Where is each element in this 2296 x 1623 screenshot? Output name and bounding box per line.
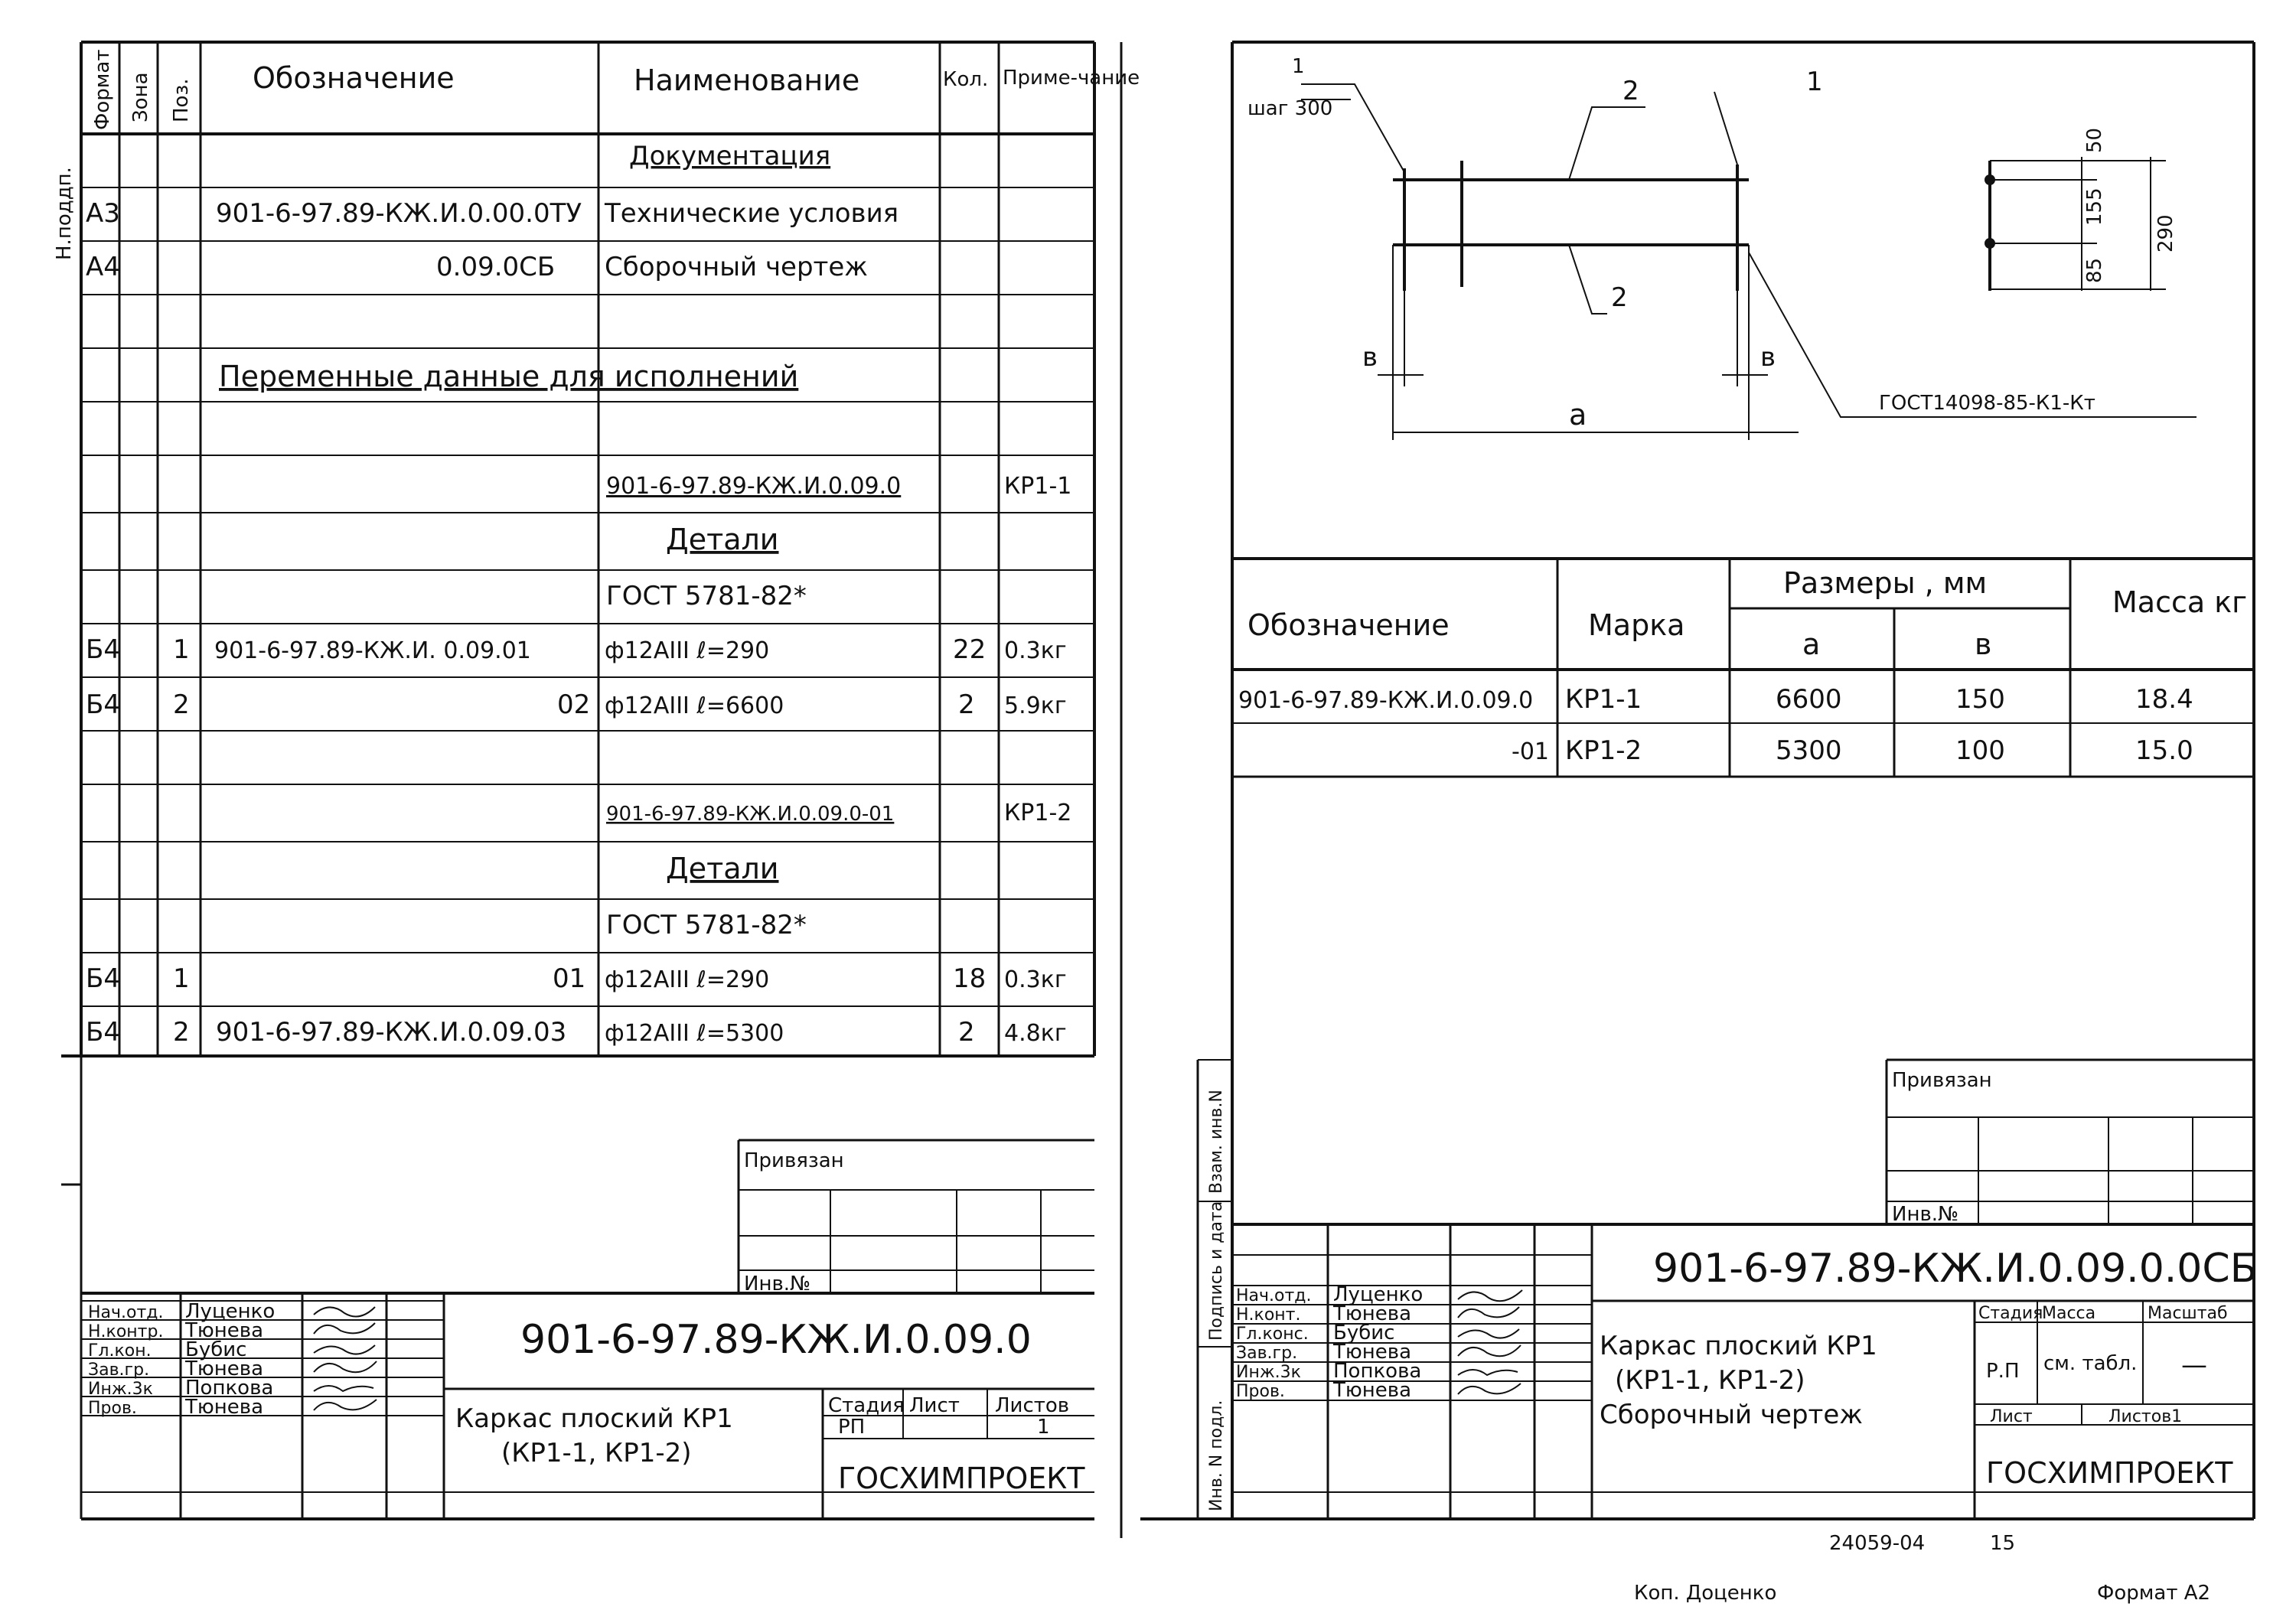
drawing-code: 901-6-97.89-КЖ.И.0.09.0.0СБ: [1653, 1246, 2258, 1292]
signer-role: Зав.гр.: [88, 1361, 150, 1380]
variant-mark-1: КР1-1: [1004, 473, 1072, 500]
signer-role: Инж.3к: [1236, 1363, 1301, 1382]
callout-2-bottom: 2: [1611, 282, 1628, 313]
vt-header-mark: Марка: [1588, 608, 1685, 642]
format-label: Формат А2: [2097, 1582, 2211, 1605]
stage-header: Стадия: [1978, 1304, 2043, 1323]
side-label-inv: Инв. N подл.: [1207, 1400, 1226, 1511]
section-variable-data: Переменные данные для исполнений: [219, 360, 799, 393]
signer-name: Тюнева: [1333, 1341, 1412, 1364]
sheet-header: Лист: [1990, 1407, 2033, 1426]
row-name: ф12АIII ℓ=5300: [605, 1020, 784, 1047]
signer-role: Нач.отд.: [1236, 1286, 1312, 1305]
row-designation: 901-6-97.89-КЖ.И.0.09.03: [216, 1017, 567, 1048]
spec-table-grid: [61, 42, 1094, 1056]
dim-b-right: в: [1760, 342, 1776, 373]
signer-role: Пров.: [88, 1399, 137, 1418]
row-designation: 901-6-97.89-КЖ.И.0.00.0ТУ: [216, 198, 582, 229]
section-details-1: Детали: [666, 523, 779, 556]
signer-role: Пров.: [1236, 1382, 1285, 1401]
dim-a: а: [1569, 398, 1587, 432]
vt-header-b: в: [1975, 627, 1992, 661]
row-format: Б4: [86, 963, 120, 994]
vt-row-mass: 15.0: [2135, 735, 2193, 766]
signer-name: Тюнева: [185, 1396, 264, 1419]
col-header-note: Приме-чание: [1003, 67, 1140, 90]
dim-50: 50: [2083, 127, 2106, 153]
row-pos: 2: [173, 1017, 190, 1048]
variant-designation-1: 901-6-97.89-КЖ.И.0.09.0: [606, 473, 902, 500]
signer-role: Зав.гр.: [1236, 1344, 1298, 1363]
inv-label: Инв.№: [1892, 1203, 1959, 1226]
company-name: ГОСХИМПРОЕКТ: [1986, 1456, 2233, 1490]
stage-header: Стадия: [828, 1394, 905, 1417]
signer-name: Попкова: [1333, 1360, 1422, 1383]
signer-role: Инж.3к: [88, 1380, 153, 1399]
signer-name: Тюнева: [1333, 1302, 1412, 1325]
col-header-format: Формат: [91, 49, 114, 130]
col-header-name: Наименование: [634, 64, 860, 97]
row-note: 4.8кг: [1004, 1020, 1067, 1047]
row-format: А4: [86, 252, 120, 282]
mass-value: см. табл.: [2043, 1352, 2138, 1375]
signer-name: Бубис: [1333, 1322, 1395, 1344]
signer-name: Луценко: [1333, 1283, 1424, 1306]
signer-name: Тюнева: [185, 1357, 264, 1380]
callout-1-right: 1: [1806, 67, 1823, 97]
stage-value: РП: [838, 1416, 866, 1439]
vt-row-designation: -01: [1512, 738, 1549, 765]
drawing-title-line2: (КР1-1, КР1-2): [501, 1438, 692, 1468]
footer: [1634, 1532, 2210, 1605]
signer-role: Гл.конс.: [1236, 1325, 1309, 1344]
stamp-number: 24059-04: [1829, 1532, 1926, 1555]
signer-role: Н.конт.: [1236, 1305, 1301, 1325]
row-name: ф12АIII ℓ=6600: [605, 693, 784, 719]
col-header-designation: Обозначение: [253, 61, 455, 95]
row-gost: ГОСТ 5781-82*: [606, 581, 807, 611]
privyazan-block-right: [1887, 1060, 2254, 1226]
privyazan-label: Привязан: [1892, 1069, 1992, 1092]
vt-header-mass: Масса кг: [2112, 585, 2248, 619]
col-header-pos: Поз.: [170, 78, 193, 122]
row-format: Б4: [86, 1017, 120, 1048]
sheets-header: Листов1: [2108, 1407, 2183, 1426]
title-block-right: [1232, 1224, 2257, 1519]
row-qty: 18: [953, 963, 987, 994]
row-designation: 901-6-97.89-КЖ.И. 0.09.01: [214, 637, 531, 664]
vt-row-a: 5300: [1776, 735, 1842, 766]
title-block-left: [81, 1293, 1094, 1519]
privyazan-label: Привязан: [744, 1149, 844, 1172]
gost-label: ГОСТ14098-85-К1-Кт: [1879, 392, 2095, 415]
row-qty: 2: [958, 1017, 975, 1048]
signer-name: Бубис: [185, 1338, 247, 1361]
row-designation: 02: [557, 689, 591, 720]
variant-table: [1232, 559, 2254, 777]
sheets-value: 1: [1037, 1416, 1050, 1439]
side-strip: [1198, 1060, 1232, 1519]
row-format: Б4: [86, 689, 120, 720]
left-side-label: Н.поддп.: [53, 167, 76, 260]
company-name: ГОСХИМПРОЕКТ: [838, 1462, 1085, 1495]
step-label: шаг 300: [1247, 97, 1333, 120]
side-label-vzam: Взам. инв.N: [1207, 1090, 1226, 1194]
row-format: Б4: [86, 634, 120, 665]
dim-b-left: в: [1362, 342, 1378, 373]
variant-designation-2: 901-6-97.89-КЖ.И.0.09.0-01: [606, 803, 895, 826]
right-sheet: [1140, 42, 2257, 1519]
vt-header-designation: Обозначение: [1247, 608, 1450, 642]
scale-header: Масштаб: [2148, 1304, 2228, 1323]
vt-header-sizes: Размеры , мм: [1783, 566, 1988, 600]
vt-row-designation: 901-6-97.89-КЖ.И.0.09.0: [1238, 687, 1534, 714]
row-pos: 2: [173, 689, 190, 720]
page-number: 15: [1990, 1532, 2016, 1555]
callout-1-left: 1: [1292, 55, 1305, 78]
section-details-2: Детали: [666, 852, 779, 885]
signer-name: Попкова: [185, 1377, 274, 1400]
drawing-title-line1: Каркас плоский КР1: [455, 1403, 733, 1434]
col-header-zone: Зона: [129, 72, 152, 122]
signer-role: Гл.кон.: [88, 1341, 152, 1361]
col-header-qty: Кол.: [943, 68, 989, 91]
drawing-code: 901-6-97.89-КЖ.И.0.09.0: [520, 1317, 1032, 1363]
dim-155: 155: [2083, 187, 2106, 226]
row-pos: 1: [173, 963, 190, 994]
row-note: 0.3кг: [1004, 966, 1067, 993]
row-name: ф12АIII ℓ=290: [605, 637, 770, 664]
signer-role: Нач.отд.: [88, 1303, 164, 1322]
signer-role: Н.контр.: [88, 1322, 164, 1341]
row-note: 5.9кг: [1004, 693, 1067, 719]
variant-mark-2: КР1-2: [1004, 800, 1072, 826]
row-name: ф12АIII ℓ=290: [605, 966, 770, 993]
scale-value: —: [2181, 1350, 2207, 1380]
signer-name: Тюнева: [1333, 1379, 1412, 1402]
row-qty: 22: [953, 634, 987, 665]
vt-header-a: а: [1802, 627, 1821, 661]
copied-by: Коп. Доценко: [1634, 1582, 1777, 1605]
dim-85: 85: [2083, 257, 2106, 283]
row-name: Сборочный чертеж: [605, 252, 868, 282]
row-qty: 2: [958, 689, 975, 720]
inv-label: Инв.№: [744, 1273, 811, 1295]
row-gost: ГОСТ 5781-82*: [606, 910, 807, 940]
mass-header: Масса: [2042, 1304, 2096, 1323]
drawing-title-line3: Сборочный чертеж: [1600, 1400, 1863, 1430]
dim-290: 290: [2154, 214, 2177, 253]
stage-value: Р.П: [1986, 1360, 2020, 1383]
signer-name: Тюнева: [185, 1319, 264, 1342]
frame-drawing: [1247, 55, 2197, 440]
privyazan-block-left: [739, 1140, 1094, 1295]
row-designation: 01: [553, 963, 586, 994]
row-name: Технические условия: [605, 198, 899, 229]
vt-row-b: 100: [1955, 735, 2005, 766]
row-designation: 0.09.0СБ: [436, 252, 556, 282]
callout-2-top: 2: [1623, 76, 1639, 106]
signer-name: Луценко: [185, 1300, 276, 1323]
vt-row-mark: КР1-1: [1565, 684, 1642, 715]
row-note: 0.3кг: [1004, 637, 1067, 664]
sheets-header: Листов: [995, 1394, 1070, 1417]
section-documentation: Документация: [629, 141, 831, 171]
vt-row-mark: КР1-2: [1565, 735, 1642, 766]
row-format: А3: [86, 198, 120, 229]
vt-row-mass: 18.4: [2135, 684, 2193, 715]
drawing-title-line1: Каркас плоский КР1: [1600, 1331, 1877, 1361]
side-label-podpis: Подпись и дата: [1207, 1201, 1226, 1341]
vt-row-a: 6600: [1776, 684, 1842, 715]
left-sheet: [53, 42, 1140, 1519]
drawing-title-line2: (КР1-1, КР1-2): [1615, 1365, 1805, 1396]
sheet-header: Лист: [909, 1394, 960, 1417]
vt-row-b: 150: [1955, 684, 2005, 715]
row-pos: 1: [173, 634, 190, 665]
